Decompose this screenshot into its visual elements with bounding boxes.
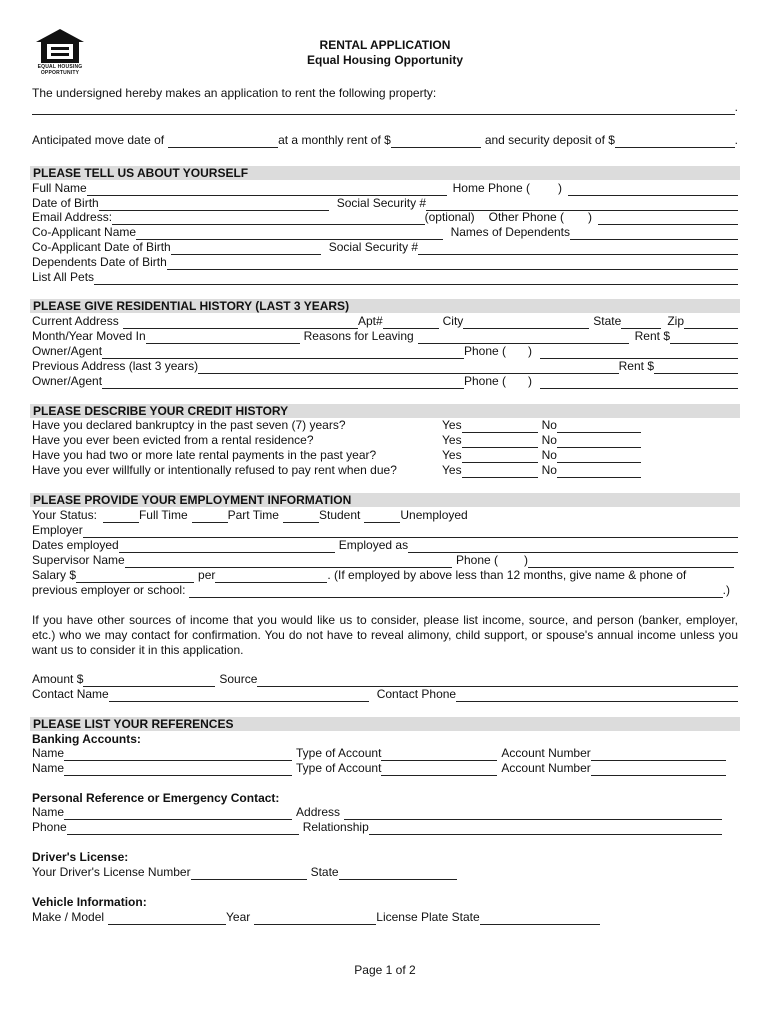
moved-in-field[interactable] <box>146 332 300 344</box>
current-address-field[interactable] <box>123 317 358 329</box>
bank-name-field-2[interactable] <box>64 764 292 776</box>
personal-reference-heading: Personal Reference or Emergency Contact: <box>32 791 280 805</box>
previous-employer-end: .) <box>722 583 730 597</box>
reasons-label: Reasons for Leaving <box>303 329 414 343</box>
part-time-label: Part Time <box>227 508 279 522</box>
account-type-label-1: Type of Account <box>296 746 382 760</box>
banking-heading: Banking Accounts: <box>32 732 141 746</box>
owner-agent-field[interactable] <box>102 347 464 359</box>
reference-name-field[interactable] <box>64 808 292 820</box>
yes-field-1[interactable] <box>462 421 538 433</box>
bank-name-field-1[interactable] <box>64 749 292 761</box>
previous-address-field[interactable] <box>198 362 619 374</box>
full-time-field[interactable] <box>103 511 139 523</box>
account-number-label-2: Account Number <box>501 761 591 775</box>
section-references-heading: PLEASE LIST YOUR REFERENCES <box>30 717 740 731</box>
intro-text: The undersigned hereby makes an application to rent the following property: <box>32 86 437 100</box>
owner-agent-2-field[interactable] <box>102 377 464 389</box>
supervisor-field[interactable] <box>125 556 452 568</box>
account-number-field-2[interactable] <box>591 764 726 776</box>
city-field[interactable] <box>463 317 589 329</box>
yes-label-3: Yes <box>442 448 462 462</box>
employer-field[interactable] <box>83 526 738 538</box>
dates-employed-field[interactable] <box>119 541 335 553</box>
unemployed-label: Unemployed <box>400 508 468 522</box>
license-number-label: Your Driver's License Number <box>32 865 191 879</box>
section-credit-heading: PLEASE DESCRIBE YOUR CREDIT HISTORY <box>30 404 740 418</box>
contact-name-field[interactable] <box>109 690 369 702</box>
owner-phone-2-label: Phone ( <box>463 374 506 388</box>
ssn-label: Social Security # <box>336 196 427 210</box>
co-ssn-field[interactable] <box>418 243 738 255</box>
rental-application-page: EQUAL HOUSING OPPORTUNITY RENTAL APPLICATION Equal Housing Opportunity The undersigned hereby makes an application to rent the following property: . Anticipated move date of at a monthly rent of $ and security deposit of $ . PLEASE TELL US ABOUT YOURSELF Full Name Home Phone ( ) Date of Birth Social Security # Email Address: (optional) Other Phone ( ) Co-Applicant Name Names of Dependents Co-Applicant Date of Birth Social Security # Dependents Date of Birth List All Pets PLEASE GIVE RESIDENTIAL HISTORY (LAST 3 YEARS) Current Address Apt# City State Zip Month/Year Moved In Reasons for Leaving Rent $ Owner/Agent Phone ( ) Previous Address (last 3 years) Rent $ Owner/Agent Phone ( ) PLEASE DESCRIBE YOUR CREDIT HISTORY Have you declared bankruptcy in the past seven (7) years? Yes No Have you ever been evicted from a rental residence? Yes No Have you had two or more late rental payments in the past year? Yes No Have you ever willfully or intentionally refused to pay rent when due? Yes No PLEASE PROVIDE YOUR EMPLOYMENT INFORMATION Your Status: Full Time Part Time Student Unemployed Employer Dates employed Employed as Supervisor Name Phone ( ) Salary $ per . (If employed by above less than 12 months, give name & phone of previous employer or school: .) If you have other sources of income that you would like us to consider, please list income, source, and person (banker, employer, etc.) who we may contact for confirmation. You do not have to reveal alimony, child support, or spouse's annual income unless you want us to consider it in this application. Amount $ Source Contact Name Contact Phone PLEASE LIST YOUR REFERENCES Banking Accounts: Name Type of Account Account Number Name Type of Account Account Number Personal Reference or Emergency Contact: Name Address Phone Relationship Driver's License: Your Driver's License Number State Vehicle Information: Make / Model Year License Plate State Page 1 of 2 <box>0 0 770 1024</box>
property-address-field[interactable] <box>32 103 735 115</box>
contact-name-label: Contact Name <box>32 687 109 701</box>
section-residential-heading: PLEASE GIVE RESIDENTIAL HISTORY (LAST 3 YEARS) <box>30 299 740 313</box>
no-field-2[interactable] <box>557 436 641 448</box>
other-income-paragraph: If you have other sources of income that you would like us to consider, please list income, source, and person (banker, employer, etc.) who we may contact for confirmation. You do not have to reveal alimony, child support, or spouse's annual income unless you want us to consider it in this application. <box>32 613 738 657</box>
amount-label: Amount $ <box>32 672 84 686</box>
state-field[interactable] <box>621 317 661 329</box>
home-phone-label: Home Phone ( <box>452 181 530 195</box>
yes-field-3[interactable] <box>462 451 538 463</box>
full-name-field[interactable] <box>87 184 447 196</box>
monthly-rent-label: at a monthly rent of $ <box>278 133 391 147</box>
year-field[interactable] <box>254 913 376 925</box>
state-label: State <box>593 314 622 328</box>
student-field[interactable] <box>283 511 319 523</box>
monthly-rent-field[interactable] <box>391 136 481 148</box>
current-address-label: Current Address <box>32 314 119 328</box>
status-label: Your Status: <box>32 508 97 522</box>
owner-agent-label: Owner/Agent <box>32 344 103 358</box>
no-field-4[interactable] <box>557 466 641 478</box>
email-field[interactable] <box>112 213 425 225</box>
year-label: Year <box>226 910 251 924</box>
deposit-label: and security deposit of $ <box>484 133 615 147</box>
amount-field[interactable] <box>83 675 215 687</box>
other-phone-label: Other Phone ( <box>488 210 564 224</box>
relationship-label: Relationship <box>302 820 369 834</box>
reference-phone-label: Phone <box>32 820 67 834</box>
dependents-dob-field[interactable] <box>167 258 738 270</box>
yes-label-4: Yes <box>442 463 462 477</box>
pets-field[interactable] <box>94 273 738 285</box>
employed-as-label: Employed as <box>338 538 409 552</box>
co-ssn-label: Social Security # <box>328 240 419 254</box>
dependents-field[interactable] <box>570 228 738 240</box>
bank-name-label-1: Name <box>32 746 65 760</box>
previous-address-label: Previous Address (last 3 years) <box>32 359 199 373</box>
dependents-label: Names of Dependents <box>450 225 570 239</box>
credit-question-2: Have you ever been evicted from a rental residence? <box>32 433 314 447</box>
section-about-heading: PLEASE TELL US ABOUT YOURSELF <box>30 166 740 180</box>
reasons-field[interactable] <box>418 332 629 344</box>
salary-field[interactable] <box>76 571 194 583</box>
credit-question-3: Have you had two or more late rental payments in the past year? <box>32 448 377 462</box>
page-number: Page 1 of 2 <box>354 963 416 977</box>
employed-as-field[interactable] <box>408 541 738 553</box>
rent-field[interactable] <box>670 332 738 344</box>
contact-phone-field[interactable] <box>456 690 738 702</box>
plate-state-field[interactable] <box>480 913 600 925</box>
move-date-field[interactable] <box>168 136 278 148</box>
reference-name-label: Name <box>32 805 65 819</box>
bank-name-label-2: Name <box>32 761 65 775</box>
previous-rent-label: Rent $ <box>618 359 654 373</box>
yes-label-2: Yes <box>442 433 462 447</box>
reference-address-field[interactable] <box>344 808 722 820</box>
yes-field-2[interactable] <box>462 436 538 448</box>
dependents-dob-label: Dependents Date of Birth <box>32 255 167 269</box>
dates-employed-label: Dates employed <box>32 538 119 552</box>
no-label-3: No <box>541 448 557 462</box>
yes-field-4[interactable] <box>462 466 538 478</box>
no-label-4: No <box>541 463 557 477</box>
owner-phone-2-field[interactable] <box>540 377 738 389</box>
home-phone-field[interactable] <box>568 184 738 196</box>
reference-phone-field[interactable] <box>67 823 299 835</box>
unemployed-field[interactable] <box>364 511 400 523</box>
source-field[interactable] <box>257 675 738 687</box>
previous-employer-label: previous employer or school: <box>32 583 186 597</box>
student-label: Student <box>318 508 361 522</box>
per-field[interactable] <box>215 571 327 583</box>
page-subtitle: Equal Housing Opportunity <box>307 53 463 67</box>
supervisor-phone-field[interactable] <box>528 556 734 568</box>
full-name-label: Full Name <box>32 181 87 195</box>
vehicle-heading: Vehicle Information: <box>32 895 147 909</box>
owner-phone-field[interactable] <box>540 347 738 359</box>
move-date-label: Anticipated move date of <box>32 133 165 147</box>
moved-in-label: Month/Year Moved In <box>32 329 146 343</box>
account-type-label-2: Type of Account <box>296 761 382 775</box>
no-label-2: No <box>541 433 557 447</box>
rent-label: Rent $ <box>634 329 670 343</box>
drivers-license-heading: Driver's License: <box>32 850 129 864</box>
plate-state-label: License Plate State <box>376 910 480 924</box>
previous-rent-field[interactable] <box>654 362 738 374</box>
part-time-field[interactable] <box>192 511 228 523</box>
dob-label: Date of Birth <box>32 196 99 210</box>
no-field-3[interactable] <box>557 451 641 463</box>
contact-phone-label: Contact Phone <box>376 687 457 701</box>
relationship-field[interactable] <box>369 823 722 835</box>
account-type-field-2[interactable] <box>381 764 497 776</box>
co-applicant-name-field[interactable] <box>136 228 443 240</box>
logo-text-2: OPPORTUNITY <box>40 70 80 76</box>
zip-label: Zip <box>667 314 684 328</box>
make-model-field[interactable] <box>108 913 226 925</box>
account-number-label-1: Account Number <box>501 746 591 760</box>
account-number-field-1[interactable] <box>591 749 726 761</box>
pets-label: List All Pets <box>32 270 95 284</box>
co-dob-field[interactable] <box>171 243 321 255</box>
owner-phone-label: Phone ( <box>463 344 506 358</box>
license-state-field[interactable] <box>339 868 457 880</box>
source-label: Source <box>219 672 258 686</box>
supervisor-phone-label: Phone ( <box>455 553 498 567</box>
logo-text-1: EQUAL HOUSING <box>37 64 83 70</box>
license-number-field[interactable] <box>191 868 307 880</box>
co-dob-label: Co-Applicant Date of Birth <box>32 240 171 254</box>
credit-question-4: Have you ever willfully or intentionally refused to pay rent when due? <box>32 463 397 477</box>
apt-field[interactable] <box>383 317 439 329</box>
full-time-label: Full Time <box>138 508 188 522</box>
reference-address-label: Address <box>296 805 341 819</box>
co-applicant-name-label: Co-Applicant Name <box>32 225 137 239</box>
owner-agent-2-label: Owner/Agent <box>32 374 103 388</box>
account-type-field-1[interactable] <box>381 749 497 761</box>
deposit-field[interactable] <box>615 136 735 148</box>
make-model-label: Make / Model <box>32 910 105 924</box>
zip-field[interactable] <box>684 317 738 329</box>
no-label-1: No <box>541 418 557 432</box>
optional-label: (optional) <box>424 210 475 224</box>
no-field-1[interactable] <box>557 421 641 433</box>
email-label: Email Address: <box>32 210 113 224</box>
credit-question-1: Have you declared bankruptcy in the past seven (7) years? <box>32 418 346 432</box>
city-label: City <box>442 314 464 328</box>
supervisor-label: Supervisor Name <box>32 553 125 567</box>
previous-employer-field[interactable] <box>189 586 722 598</box>
equal-housing-logo <box>34 28 86 76</box>
employer-label: Employer <box>32 523 83 537</box>
other-phone-field[interactable] <box>598 213 738 225</box>
section-employment-heading: PLEASE PROVIDE YOUR EMPLOYMENT INFORMATION <box>30 493 740 507</box>
license-state-label: State <box>310 865 339 879</box>
if-employed-text: . (If employed by above less than 12 months, give name & phone of <box>327 568 687 582</box>
salary-label: Salary $ <box>32 568 77 582</box>
per-label: per <box>198 568 216 582</box>
page-title: RENTAL APPLICATION <box>319 38 451 52</box>
yes-label-1: Yes <box>442 418 462 432</box>
apt-label: Apt# <box>357 314 383 328</box>
